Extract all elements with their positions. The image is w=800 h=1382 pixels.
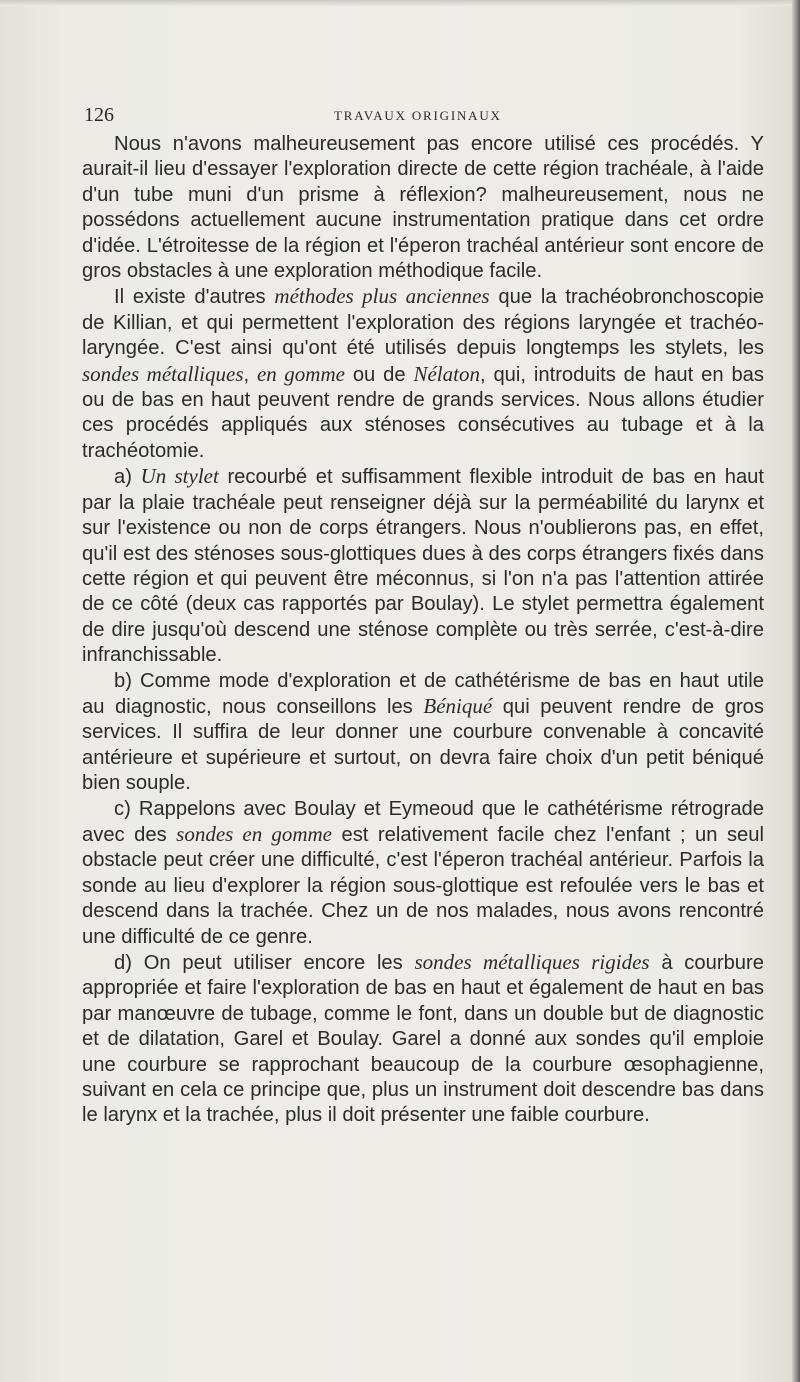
text-run: d) On peut utiliser encore les xyxy=(114,952,415,974)
italic-run: sondes métalliques xyxy=(82,361,244,386)
paragraph xyxy=(82,284,764,464)
page-binding-edge xyxy=(792,0,800,1382)
italic-run: Un stylet xyxy=(140,464,219,489)
italic-run: Nélaton xyxy=(413,361,480,386)
text-run: , qui, introduits de haut en bas ou de bas en haut peuvent rendre de grands services. Nous allons étudier ces procédés appliqués aux sténoses consécutives au tubage et à la trachéotomie. xyxy=(82,363,764,462)
text-run: qui peuvent rendre de gros services. Il suffira de leur donner une courbure convenable à concavité antérieure et supérieure et surtout, on devra faire choix d'un petit béniqué bien souple. xyxy=(82,695,764,795)
paragraph-text: Nous n'avons malheureusement pas encore utilisé ces procédés. Y aurait-il lieu d'essayer l'exploration directe de cette région trachéale, à l'aide d'un tube muni d'un prisme à réflexion? malheureusement, nous ne possédons actuellement aucune instrumentation pratique dans cet ordre d'idée. L'étroitesse de la région et l'éperon trachéal antérieur sont encore de gros obstacles à une exploration méthodique facile. xyxy=(82,133,764,283)
text-run: est relativement facile chez l'enfant ; un seul obstacle peut créer une difficulté, c'est l'éperon trachéal antérieur. Parfois la sonde au lieu d'explorer la région sous-glottique est refoulée vers le bas et descend dans la trachée. Chez un de nos malades, nous avons rencontré une difficulté de ce genre. xyxy=(82,823,765,948)
text-run: Il existe d'autres xyxy=(114,286,275,309)
text-run: c) Rappelons avec Boulay et Eymeoud que le cathétérisme rétrograde avec des xyxy=(82,797,764,846)
paragraph xyxy=(82,464,764,668)
italic-run: en gomme xyxy=(256,361,345,386)
page-header xyxy=(84,104,764,126)
text-run: a) xyxy=(114,466,141,489)
text-run: , xyxy=(243,363,257,386)
paragraph xyxy=(82,950,764,1129)
text-run: recourbé et suffisamment flexible introduit de bas en haut par la plaie trachéale peut renseigner déjà sur la perméabilité du larynx et sur l'existence ou non de corps étrangers. Nous n'oublierons pas, en effet, qu'il est des sténoses sous-glottiques dues à des corps étrangers fixés dans cette région et qui peuvent être méconnus, si l'on n'a pas l'attention attirée de ce côté (deux cas rapportés par Boulay). Le stylet permettra également de dire jusqu'où descend une sténose complète ou très serrée, c'est-à-dire infranchissable. xyxy=(82,466,765,667)
running-head: TRAVAUX ORIGINAUX xyxy=(334,108,502,123)
paragraph xyxy=(82,132,764,284)
italic-run: Béniqué xyxy=(423,693,493,718)
page-top-shadow xyxy=(0,0,800,6)
text-run: à courbure appropriée et faire l'exploration de bas en haut et également de haut en bas par manœuvre de tubage, comme le font, dans un double but de diagnostic et de dilatation, Garel et Boulay. Garel a donné aux sondes qu'il emploie une courbure se rapprochant beaucoup de la courbure œsophagienne, suivant en cela ce principe que, plus un instrument doit descendre bas dans le larynx et la trachée, plus il doit présenter une faible courbure. xyxy=(82,952,764,1127)
text-run: b) Comme mode d'exploration et de cathétérisme de bas en haut utile au diagnostic, nous conseillons les xyxy=(82,669,764,718)
italic-run: méthodes plus anciennes xyxy=(274,284,490,309)
page-number: 126 xyxy=(84,104,114,126)
text-run: que la trachéobronchoscopie de Killian, et qui permettent l'exploration des régions laryngée et trachéo-laryngée. C'est ainsi qu'ont été utilisés depuis longtemps les stylets, les xyxy=(82,286,764,360)
text-run: ou de xyxy=(344,363,414,386)
body-text xyxy=(82,132,764,1129)
paragraph xyxy=(82,669,764,797)
italic-run: sondes métalliques rigides xyxy=(414,950,650,974)
italic-run: sondes en gomme xyxy=(176,821,333,846)
paragraph xyxy=(82,797,764,950)
